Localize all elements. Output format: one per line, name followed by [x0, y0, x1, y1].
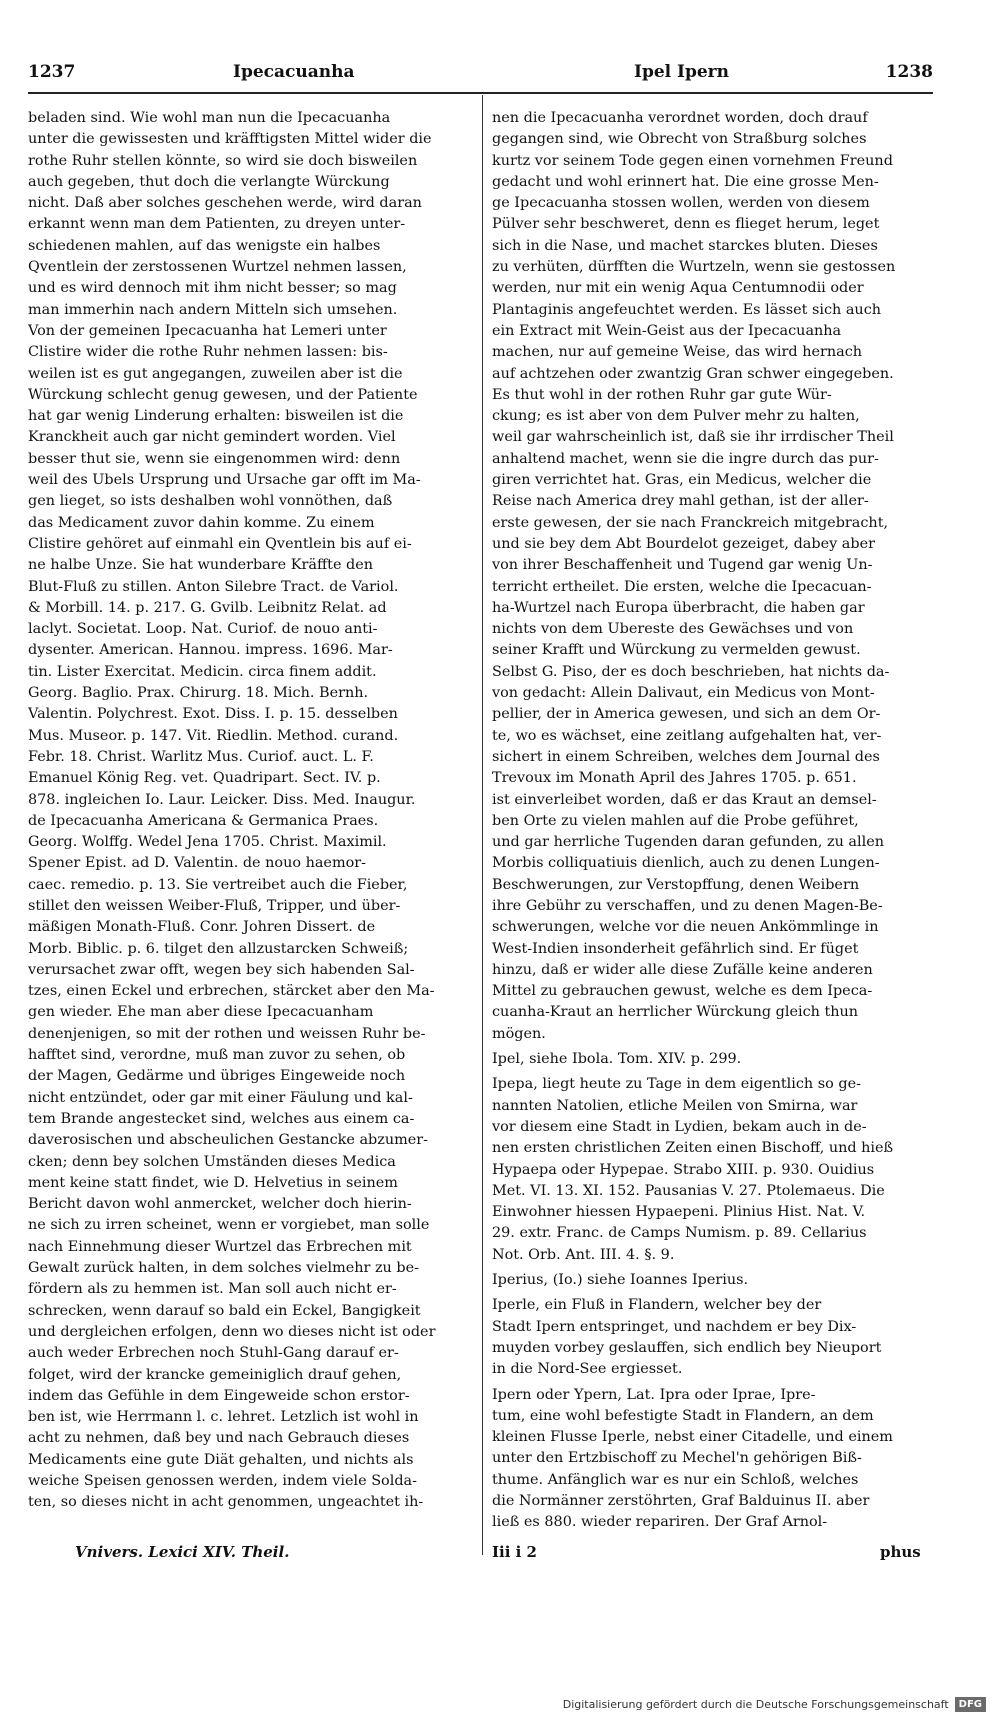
dictionary-entries — [492, 1049, 934, 1534]
text-line: Mus. Museor. p. 147. Vit. Riedlin. Method. curand. — [28, 727, 399, 744]
text-line: folget, wird der krancke gemeiniglich drauf gehen, — [28, 1366, 402, 1383]
text-line: hafftet sind, verordne, muß man zuvor zu sehen, ob — [28, 1047, 406, 1064]
text-line: von ihrer Beschaffenheit und Tugend gar wenig Un- — [492, 557, 873, 574]
text-line: Es thut wohl in der rothen Ruhr gar gute Wür- — [492, 386, 832, 403]
text-line: nicht entzündet, oder gar mit einer Fäulung und kal- — [28, 1089, 413, 1106]
text-line: man immerhin nach andern Mitteln sich umsehen. — [28, 301, 398, 318]
left-page-number: 1237 — [28, 62, 76, 82]
dictionary-entry — [492, 1270, 934, 1291]
text-line: Stadt Ipern entspringet, und nachdem er bey Dix- — [492, 1318, 857, 1335]
text-line: weil des Ubels Ursprung und Ursache gar offt im Ma- — [28, 472, 421, 489]
text-line: nach Einnehmung dieser Wurtzel das Erbrechen mit — [28, 1238, 412, 1255]
text-line: nannten Natolien, etliche Meilen von Smirna, war — [492, 1097, 858, 1114]
text-line: Beschwerungen, zur Verstopffung, denen Weibern — [492, 876, 860, 893]
text-line: Von der gemeinen Ipecacuanha hat Lemeri unter — [28, 322, 387, 339]
text-line: stillet den weissen Weiber-Fluß, Tripper, und über- — [28, 897, 401, 914]
catchword: phus — [880, 1543, 921, 1561]
text-line: 29. extr. Franc. de Camps Numism. p. 89. Cellarius — [492, 1225, 867, 1242]
text-line: werden, nur mit ein wenig Aqua Centumnodii oder — [492, 280, 864, 297]
text-line: erste gewesen, der sie nach Franckreich mitgebracht, — [492, 514, 889, 531]
text-line: Bericht davon wohl anmercket, welcher doch hierin- — [28, 1196, 412, 1213]
text-line: ben Orte zu vielen mahlen auf die Probe geführet, — [492, 812, 859, 829]
text-line: fördern als zu hemmen ist. Man soll auch nicht er- — [28, 1281, 397, 1298]
text-line: Spener Epist. ad D. Valentin. de nouo haemor- — [28, 855, 366, 872]
text-line: terricht ertheilet. Die ersten, welche die Ipecacuan- — [492, 578, 872, 595]
text-line: Ipepa, liegt heute zu Tage in dem eigentlich so ge- — [492, 1076, 861, 1093]
text-line: in die Nord-See ergiesset. — [492, 1361, 683, 1378]
text-line: pellier, der in America gewesen, und sich an dem Or- — [492, 706, 881, 723]
text-line: Trevoux im Monath April des Jahres 1705. p. 651. — [492, 770, 857, 787]
text-line: Gewalt zurück halten, in dem solches vielmehr zu be- — [28, 1260, 419, 1277]
text-line: der Magen, Gedärme und übriges Eingeweide noch — [28, 1068, 406, 1085]
text-line: gen wieder. Ehe man aber diese Ipecacuanham — [28, 1004, 374, 1021]
text-line: nicht. Daß aber solches geschehen werde, wird daran — [28, 195, 422, 212]
text-line: Morb. Biblic. p. 6. tilget den allzustarcken Schweiß; — [28, 940, 409, 957]
header-rule — [28, 92, 933, 94]
text-line: vor diesem eine Stadt in Lydien, bekam auch in de- — [492, 1118, 867, 1135]
dictionary-entry — [492, 1295, 934, 1380]
text-line: de Ipecacuanha Americana & Germanica Praes. — [28, 812, 379, 829]
text-line: daverosischen und abscheulichen Gestancke abzumer- — [28, 1132, 428, 1149]
text-line: sich in die Nase, und machet starckes bluten. Dieses — [492, 237, 878, 254]
text-line: Hypaepa oder Hypepae. Strabo XIII. p. 930. Ouidius — [492, 1161, 875, 1178]
page-header — [28, 62, 933, 92]
text-line: nen die Ipecacuanha verordnet worden, doch drauf — [492, 110, 868, 126]
text-line: & Morbill. 14. p. 217. G. Gvilb. Leibnitz Relat. ad — [28, 599, 387, 616]
text-line: hinzu, daß er wider alle diese Zufälle keine anderen — [492, 961, 873, 978]
text-line: gegangen sind, wie Obrecht von Straßburg solches — [492, 131, 867, 148]
text-line: sichert in einem Schreiben, welches dem Journal des — [492, 748, 880, 765]
text-line: zu verhüten, dürfften die Wurtzeln, wenn sie gestossen — [492, 259, 896, 276]
text-line: Kranckheit auch gar nicht gemindert worden. Viel — [28, 429, 396, 446]
text-line: Mittel zu gebrauchen gewust, welche es dem Ipeca- — [492, 983, 873, 1000]
text-line: denenjenigen, so mit der rothen und weissen Ruhr be- — [28, 1025, 426, 1042]
text-line: dysenter. American. Hannou. impress. 1696. Mar- — [28, 642, 393, 659]
text-line: Clistire gehöret auf einmahl ein Qventlein bis auf ei- — [28, 535, 412, 552]
text-line: unter die gewissesten und kräfftigsten Mittel wider die — [28, 131, 432, 148]
text-line: Emanuel König Reg. vet. Quadripart. Sect. IV. p. — [28, 770, 381, 787]
text-line: beladen sind. Wie wohl man nun die Ipecacuanha — [28, 110, 391, 126]
text-line: weilen ist es gut angegangen, zuweilen aber ist die — [28, 365, 403, 382]
text-line: weiche Speisen genossen werden, indem viele Solda- — [28, 1473, 417, 1489]
text-line: tem Brande angestecket sind, welches aus einem ca- — [28, 1110, 415, 1127]
text-line: ten, so dieses nicht in acht genommen, ungeachtet ih- — [28, 1494, 424, 1511]
right-column — [492, 108, 934, 1534]
text-line: und dergleichen erfolgen, denn wo dieses nicht ist oder — [28, 1323, 436, 1340]
right-column-continuation — [492, 108, 934, 1045]
text-line: hat gar wenig Linderung erhalten: bisweilen ist die — [28, 408, 404, 425]
text-line: nen ersten christlichen Zeiten einen Bischoff, und hieß — [492, 1140, 894, 1157]
text-line: Blut-Fluß zu stillen. Anton Silebre Tract. de Variol. — [28, 578, 399, 595]
text-line: Valentin. Polychrest. Exot. Diss. I. p. 15. desselben — [28, 706, 398, 723]
text-line: ein Extract mit Wein-Geist aus der Ipecacuanha — [492, 322, 842, 339]
text-line: ckung; es ist aber von dem Pulver mehr zu halten, — [492, 408, 860, 425]
text-line: thume. Anfänglich war es nur ein Schloß, welches — [492, 1471, 859, 1488]
sheet-signature: Iii i 2 — [492, 1543, 537, 1561]
text-line: ließ es 880. wieder repariren. Der Graf Arnol- — [492, 1514, 828, 1531]
text-line: auf achtzehen oder zwantzig Gran schwer eingegeben. — [492, 365, 894, 382]
text-line: Plantaginis angefeuchtet werden. Es lässet sich auch — [492, 301, 882, 318]
text-line: weil gar wahrscheinlich ist, daß sie ihr irrdischer Theil — [492, 429, 894, 446]
text-line: Febr. 18. Christ. Warlitz Mus. Curiof. auct. L. F. — [28, 748, 374, 765]
text-line: ne sich zu irren scheinet, wenn er vorgiebet, man solle — [28, 1217, 430, 1234]
text-line: gedacht und wohl erinnert hat. Die eine grosse Men- — [492, 173, 879, 190]
digitization-footer — [563, 1697, 986, 1712]
text-line: und es wird dennoch mit ihm nicht besser; so mag — [28, 280, 397, 297]
text-line: Met. VI. 13. XI. 152. Pausanias V. 27. Ptolemaeus. Die — [492, 1182, 885, 1199]
text-line: ne halbe Unze. Sie hat wunderbare Kräffte den — [28, 557, 374, 574]
text-line: Clistire wider die rothe Ruhr nehmen lassen: bis- — [28, 344, 388, 361]
dictionary-entry — [492, 1385, 934, 1534]
text-line: das Medicament zuvor dahin komme. Zu einem — [28, 514, 375, 531]
text-line: Reise nach America drey mahl gethan, ist der aller- — [492, 493, 869, 510]
text-line: tzes, einen Eckel und erbrechen, stärcket aber den Ma- — [28, 983, 435, 1000]
text-line: Ipern oder Ypern, Lat. Ipra oder Iprae, Ipre- — [492, 1386, 816, 1403]
text-line: und gar herrliche Tugenden daran gefunden, zu allen — [492, 834, 884, 851]
text-line: tin. Lister Exercitat. Medicin. circa finem addit. — [28, 663, 377, 680]
dictionary-entry — [492, 1049, 934, 1070]
text-line: mögen. — [492, 1025, 546, 1042]
text-line: Iperle, ein Fluß in Flandern, welcher bey der — [492, 1297, 822, 1314]
text-line: besser thut sie, wenn sie eingenommen wird: denn — [28, 450, 401, 467]
column-divider — [482, 95, 483, 1555]
text-line: schiedenen mahlen, auf das wenigste ein halbes — [28, 237, 381, 254]
text-line: Morbis colliquatiuis dienlich, auch zu denen Lungen- — [492, 855, 880, 872]
left-running-head: Ipecacuanha — [233, 62, 355, 82]
text-line: cuanha-Kraut an herrlicher Würckung gleich thun — [492, 1004, 859, 1021]
footer-credit: Digitalisierung gefördert durch die Deutsche Forschungsgemeinschaft — [562, 1698, 949, 1711]
text-line: erkannt wenn man dem Patienten, zu dreyen unter- — [28, 216, 406, 233]
text-line: schrecken, wenn darauf so bald ein Eckel, Bangigkeit — [28, 1302, 421, 1319]
text-line: giren verrichtet hat. Gras, ein Medicus, welcher die — [492, 472, 872, 489]
text-line: Selbst G. Piso, der es doch beschrieben, hat nichts da- — [492, 663, 890, 680]
text-line: die Normänner zerstöhrten, Graf Balduinus II. aber — [492, 1493, 870, 1509]
text-line: Georg. Baglio. Prax. Chirurg. 18. Mich. Bernh. — [28, 685, 369, 702]
dfg-logo: DFG — [955, 1697, 986, 1712]
text-line: ist einverleibet worden, daß er das Kraut an demsel- — [492, 791, 877, 808]
text-line: Qventlein der zerstossenen Wurtzel nehmen lassen, — [28, 259, 407, 276]
text-line: von gedacht: Allein Dalivaut, ein Medicus von Mont- — [492, 685, 875, 702]
text-line: kleinen Flusse Iperle, nebst einer Citadelle, und einem — [492, 1429, 893, 1446]
text-line: ment keine statt findet, wie D. Helvetius in seinem — [28, 1174, 398, 1191]
text-line: Einwohner hiessen Hypaepeni. Plinius Hist. Nat. V. — [492, 1204, 866, 1221]
volume-signature: Vnivers. Lexici XIV. Theil. — [75, 1543, 290, 1561]
right-running-head: Ipel Ipern — [634, 62, 730, 82]
text-line: te, wo es wächset, eine zeitlang aufgehalten hat, ver- — [492, 727, 882, 744]
text-line: schwerungen, welche vor die neuen Ankömmlinge in — [492, 919, 879, 936]
text-line: cken; denn bey solchen Umständen dieses Medica — [28, 1153, 396, 1170]
text-line: verursachet zwar offt, wegen bey sich habenden Sal- — [28, 961, 415, 978]
text-line: kurtz vor seinem Tode gegen einen vornehmen Freund — [492, 152, 893, 169]
text-line: auch gegeben, thut doch die verlangte Würckung — [28, 173, 390, 190]
text-line: und sie bey dem Abt Bourdelot gezeiget, dabey aber — [492, 535, 875, 552]
text-line: unter den Ertzbischoff zu Mechel'n gehörigen Biß- — [492, 1450, 862, 1467]
text-line: Pülver sehr beschweret, denn es flieget herum, leget — [492, 216, 880, 233]
text-line: 878. ingleichen Io. Laur. Leicker. Diss. Med. Inaugur. — [28, 791, 416, 808]
text-line: gen lieget, so ists deshalben wohl vonnöthen, daß — [28, 493, 393, 510]
text-line: machen, nur auf gemeine Weise, das wird hernach — [492, 344, 863, 361]
text-line: anhaltend machet, wenn sie die ingre durch das pur- — [492, 450, 879, 467]
text-line: Medicaments eine gute Diät gehalten, und nichts als — [28, 1451, 414, 1468]
text-line: rothe Ruhr stellen könnte, so wird sie doch bisweilen — [28, 152, 418, 169]
text-line: ihre Gebühr zu verschaffen, und zu denen Magen-Be- — [492, 897, 883, 914]
text-line: caec. remedio. p. 13. Sie vertreibet auch die Fieber, — [28, 876, 408, 893]
text-line: Würckung schlecht genug gewesen, und der Patiente — [28, 386, 418, 403]
dictionary-entry — [492, 1074, 934, 1266]
text-line: ha-Wurtzel nach Europa überbracht, die haben gar — [492, 599, 865, 616]
text-line: Iperius, (Io.) siehe Ioannes Iperius. — [492, 1272, 749, 1289]
text-line: ben ist, wie Herrmann l. c. lehret. Letzlich ist wohl in — [28, 1409, 419, 1426]
right-page-number: 1238 — [885, 62, 933, 82]
text-line: tum, eine wohl befestigte Stadt in Flandern, an dem — [492, 1407, 874, 1424]
text-line: indem das Gefühle in dem Eingeweide schon erstor- — [28, 1387, 410, 1404]
text-line: Not. Orb. Ant. III. 4. §. 9. — [492, 1246, 675, 1263]
text-line: mäßigen Monath-Fluß. Conr. Johren Dissert. de — [28, 919, 376, 936]
text-line: auch weder Erbrechen noch Stuhl-Gang darauf er- — [28, 1345, 399, 1362]
text-line: ge Ipecacuanha stossen wollen, werden von diesem — [492, 195, 870, 212]
text-line: nichts von dem Ubereste des Gewächses und von — [492, 621, 854, 638]
text-line: acht zu nehmen, daß bey und nach Gebrauch dieses — [28, 1430, 410, 1447]
text-line: Ipel, siehe Ibola. Tom. XIV. p. 299. — [492, 1051, 742, 1068]
left-column — [28, 108, 473, 1514]
text-line: seiner Krafft und Würckung zu vermelden gewust. — [492, 642, 861, 659]
text-line: Georg. Wolffg. Wedel Jena 1705. Christ. Maximil. — [28, 834, 387, 851]
text-line: West-Indien insonderheit gefährlich sind. Er füget — [492, 940, 859, 957]
text-line: muyden vorbey geslauffen, sich endlich bey Nieuport — [492, 1339, 882, 1356]
text-line: laclyt. Societat. Loop. Nat. Curiof. de nouo anti- — [28, 621, 378, 638]
